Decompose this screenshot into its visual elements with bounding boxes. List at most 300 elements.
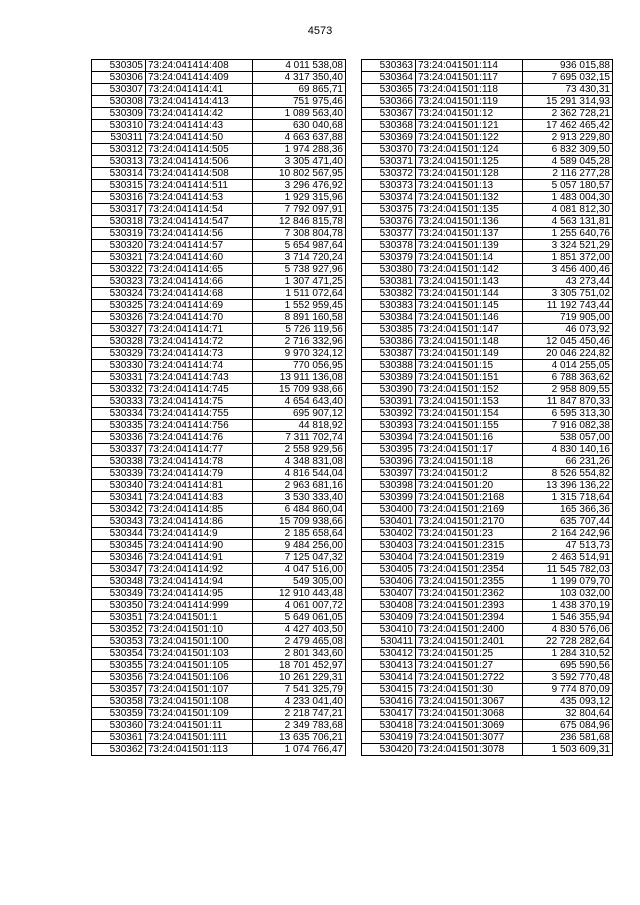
row-number-cell: 530323 xyxy=(92,276,146,288)
cadastral-value-cell: 8 891 160,58 xyxy=(253,312,346,324)
cadastral-value-cell: 13 635 706,21 xyxy=(253,732,346,744)
cadastral-number-cell: 73:24:041501:2319 xyxy=(416,552,523,564)
cadastral-value-cell: 1 089 563,40 xyxy=(253,108,346,120)
row-number-cell: 530324 xyxy=(92,288,146,300)
cadastral-value-cell: 5 649 061,05 xyxy=(253,612,346,624)
cadastral-value-cell: 18 701 452,97 xyxy=(253,660,346,672)
cadastral-value-cell: 43 273,44 xyxy=(523,276,613,288)
cadastral-value-cell: 1 511 072,64 xyxy=(253,288,346,300)
table-row xyxy=(362,204,613,216)
row-number-cell: 530393 xyxy=(362,420,416,432)
table-row xyxy=(362,468,613,480)
cadastral-value-cell: 9 970 324,12 xyxy=(253,348,346,360)
row-number-cell: 530395 xyxy=(362,444,416,456)
table-row xyxy=(362,456,613,468)
cadastral-number-cell: 73:24:041414:53 xyxy=(146,192,253,204)
cadastral-value-cell: 4 081 812,30 xyxy=(523,204,613,216)
cadastral-number-cell: 73:24:041501:137 xyxy=(416,228,523,240)
row-number-cell: 530318 xyxy=(92,216,146,228)
cadastral-value-cell: 73 430,31 xyxy=(523,84,613,96)
cadastral-number-cell: 73:24:041414:77 xyxy=(146,444,253,456)
cadastral-value-cell: 11 847 870,33 xyxy=(523,396,613,408)
cadastral-value-cell: 4 047 516,00 xyxy=(253,564,346,576)
cadastral-value-cell: 1 255 640,76 xyxy=(523,228,613,240)
cadastral-number-cell: 73:24:041414:511 xyxy=(146,180,253,192)
cadastral-value-cell: 4 061 007,72 xyxy=(253,600,346,612)
table-row xyxy=(362,408,613,420)
cadastral-value-cell: 7 916 082,38 xyxy=(523,420,613,432)
cadastral-value-cell: 47 513,73 xyxy=(523,540,613,552)
table-row xyxy=(362,252,613,264)
cadastral-value-cell: 3 714 720,24 xyxy=(253,252,346,264)
left-table-body xyxy=(92,60,346,756)
row-number-cell: 530361 xyxy=(92,732,146,744)
table-row xyxy=(362,660,613,672)
cadastral-number-cell: 73:24:041501:139 xyxy=(416,240,523,252)
cadastral-number-cell: 73:24:041414:50 xyxy=(146,132,253,144)
table-row xyxy=(92,276,346,288)
row-number-cell: 530359 xyxy=(92,708,146,720)
cadastral-number-cell: 73:24:041501:2354 xyxy=(416,564,523,576)
cadastral-number-cell: 73:24:041501:2393 xyxy=(416,600,523,612)
cadastral-value-cell: 17 462 465,42 xyxy=(523,120,613,132)
cadastral-value-cell: 1 284 310,52 xyxy=(523,648,613,660)
row-number-cell: 530322 xyxy=(92,264,146,276)
cadastral-value-cell: 4 348 831,08 xyxy=(253,456,346,468)
cadastral-value-cell: 675 084,96 xyxy=(523,720,613,732)
row-number-cell: 530371 xyxy=(362,156,416,168)
table-row xyxy=(362,276,613,288)
row-number-cell: 530407 xyxy=(362,588,416,600)
cadastral-number-cell: 73:24:041501:1 xyxy=(146,612,253,624)
row-number-cell: 530385 xyxy=(362,324,416,336)
table-row xyxy=(362,120,613,132)
table-row xyxy=(92,228,346,240)
row-number-cell: 530375 xyxy=(362,204,416,216)
table-row xyxy=(92,492,346,504)
table-row xyxy=(362,372,613,384)
left-register-table xyxy=(91,59,346,756)
cadastral-number-cell: 73:24:041501:30 xyxy=(416,684,523,696)
cadastral-number-cell: 73:24:041414:506 xyxy=(146,156,253,168)
cadastral-value-cell: 635 707,44 xyxy=(523,516,613,528)
row-number-cell: 530336 xyxy=(92,432,146,444)
table-row xyxy=(362,312,613,324)
cadastral-value-cell: 69 865,71 xyxy=(253,84,346,96)
row-number-cell: 530342 xyxy=(92,504,146,516)
cadastral-value-cell: 20 046 224,82 xyxy=(523,348,613,360)
cadastral-value-cell: 66 231,26 xyxy=(523,456,613,468)
table-row xyxy=(92,540,346,552)
table-row xyxy=(92,132,346,144)
cadastral-value-cell: 236 581,68 xyxy=(523,732,613,744)
cadastral-value-cell: 5 726 119,56 xyxy=(253,324,346,336)
table-row xyxy=(92,432,346,444)
cadastral-value-cell: 13 396 136,22 xyxy=(523,480,613,492)
row-number-cell: 530394 xyxy=(362,432,416,444)
table-row xyxy=(92,660,346,672)
cadastral-value-cell: 630 040,68 xyxy=(253,120,346,132)
cadastral-value-cell: 11 545 782,03 xyxy=(523,564,613,576)
cadastral-number-cell: 73:24:041501:149 xyxy=(416,348,523,360)
table-row xyxy=(362,288,613,300)
cadastral-number-cell: 73:24:041414:79 xyxy=(146,468,253,480)
cadastral-number-cell: 73:24:041501:109 xyxy=(146,708,253,720)
table-row xyxy=(362,576,613,588)
cadastral-value-cell: 1 851 372,00 xyxy=(523,252,613,264)
row-number-cell: 530367 xyxy=(362,108,416,120)
row-number-cell: 530332 xyxy=(92,384,146,396)
cadastral-value-cell: 1 483 004,30 xyxy=(523,192,613,204)
table-row xyxy=(362,180,613,192)
cadastral-number-cell: 73:24:041414:94 xyxy=(146,576,253,588)
cadastral-number-cell: 73:24:041501:107 xyxy=(146,684,253,696)
cadastral-number-cell: 73:24:041501:147 xyxy=(416,324,523,336)
row-number-cell: 530347 xyxy=(92,564,146,576)
cadastral-number-cell: 73:24:041501:105 xyxy=(146,660,253,672)
cadastral-number-cell: 73:24:041414:42 xyxy=(146,108,253,120)
cadastral-value-cell: 770 056,95 xyxy=(253,360,346,372)
cadastral-number-cell: 73:24:041501:27 xyxy=(416,660,523,672)
cadastral-number-cell: 73:24:041501:100 xyxy=(146,636,253,648)
row-number-cell: 530392 xyxy=(362,408,416,420)
row-number-cell: 530355 xyxy=(92,660,146,672)
cadastral-number-cell: 73:24:041501:113 xyxy=(146,744,253,756)
cadastral-value-cell: 1 199 079,70 xyxy=(523,576,613,588)
cadastral-number-cell: 73:24:041501:3078 xyxy=(416,744,523,756)
cadastral-number-cell: 73:24:041501:119 xyxy=(416,96,523,108)
row-number-cell: 530346 xyxy=(92,552,146,564)
row-number-cell: 530362 xyxy=(92,744,146,756)
row-number-cell: 530381 xyxy=(362,276,416,288)
cadastral-value-cell: 4 830 576,06 xyxy=(523,624,613,636)
cadastral-value-cell: 7 541 325,79 xyxy=(253,684,346,696)
table-row xyxy=(362,240,613,252)
table-row xyxy=(362,420,613,432)
row-number-cell: 530409 xyxy=(362,612,416,624)
table-row xyxy=(92,624,346,636)
table-row xyxy=(362,684,613,696)
table-row xyxy=(92,336,346,348)
table-row xyxy=(92,648,346,660)
table-row xyxy=(362,396,613,408)
row-number-cell: 530383 xyxy=(362,300,416,312)
cadastral-number-cell: 73:24:041501:155 xyxy=(416,420,523,432)
cadastral-number-cell: 73:24:041501:117 xyxy=(416,72,523,84)
cadastral-number-cell: 73:24:041501:2315 xyxy=(416,540,523,552)
cadastral-value-cell: 549 305,00 xyxy=(253,576,346,588)
row-number-cell: 530396 xyxy=(362,456,416,468)
table-row xyxy=(362,156,613,168)
row-number-cell: 530402 xyxy=(362,528,416,540)
cadastral-number-cell: 73:24:041501:17 xyxy=(416,444,523,456)
table-row xyxy=(92,588,346,600)
table-row xyxy=(362,528,613,540)
table-row xyxy=(362,480,613,492)
cadastral-number-cell: 73:24:041414:56 xyxy=(146,228,253,240)
table-row xyxy=(92,696,346,708)
cadastral-number-cell: 73:24:041501:144 xyxy=(416,288,523,300)
cadastral-number-cell: 73:24:041414:86 xyxy=(146,516,253,528)
cadastral-number-cell: 73:24:041501:143 xyxy=(416,276,523,288)
cadastral-value-cell: 6 832 309,50 xyxy=(523,144,613,156)
row-number-cell: 530313 xyxy=(92,156,146,168)
cadastral-number-cell: 73:24:041501:10 xyxy=(146,624,253,636)
cadastral-number-cell: 73:24:041414:756 xyxy=(146,420,253,432)
table-row xyxy=(92,672,346,684)
table-row xyxy=(92,576,346,588)
cadastral-number-cell: 73:24:041501:14 xyxy=(416,252,523,264)
table-row xyxy=(92,108,346,120)
cadastral-number-cell: 73:24:041501:2170 xyxy=(416,516,523,528)
cadastral-number-cell: 73:24:041414:70 xyxy=(146,312,253,324)
table-row xyxy=(362,432,613,444)
row-number-cell: 530382 xyxy=(362,288,416,300)
cadastral-number-cell: 73:24:041414:90 xyxy=(146,540,253,552)
table-row xyxy=(92,324,346,336)
table-row xyxy=(362,624,613,636)
cadastral-number-cell: 73:24:041414:60 xyxy=(146,252,253,264)
table-row xyxy=(92,348,346,360)
cadastral-value-cell: 751 975,46 xyxy=(253,96,346,108)
cadastral-number-cell: 73:24:041501:151 xyxy=(416,372,523,384)
cadastral-value-cell: 1 438 370,19 xyxy=(523,600,613,612)
table-row xyxy=(92,96,346,108)
table-row xyxy=(362,504,613,516)
cadastral-number-cell: 73:24:041414:999 xyxy=(146,600,253,612)
row-number-cell: 530306 xyxy=(92,72,146,84)
row-number-cell: 530311 xyxy=(92,132,146,144)
row-number-cell: 530328 xyxy=(92,336,146,348)
cadastral-number-cell: 73:24:041414:755 xyxy=(146,408,253,420)
cadastral-number-cell: 73:24:041414:69 xyxy=(146,300,253,312)
row-number-cell: 530419 xyxy=(362,732,416,744)
right-table-body xyxy=(362,60,613,756)
table-row xyxy=(362,132,613,144)
cadastral-value-cell: 3 530 333,40 xyxy=(253,492,346,504)
cadastral-number-cell: 73:24:041501:2401 xyxy=(416,636,523,648)
row-number-cell: 530307 xyxy=(92,84,146,96)
table-row xyxy=(362,360,613,372)
cadastral-value-cell: 46 073,92 xyxy=(523,324,613,336)
table-row xyxy=(362,324,613,336)
table-row xyxy=(92,744,346,756)
table-row xyxy=(362,228,613,240)
row-number-cell: 530372 xyxy=(362,168,416,180)
cadastral-number-cell: 73:24:041501:25 xyxy=(416,648,523,660)
row-number-cell: 530351 xyxy=(92,612,146,624)
cadastral-number-cell: 73:24:041501:3068 xyxy=(416,708,523,720)
cadastral-number-cell: 73:24:041501:15 xyxy=(416,360,523,372)
row-number-cell: 530308 xyxy=(92,96,146,108)
cadastral-number-cell: 73:24:041501:135 xyxy=(416,204,523,216)
table-row xyxy=(92,120,346,132)
table-row xyxy=(92,516,346,528)
table-row xyxy=(362,708,613,720)
cadastral-value-cell: 3 305 751,02 xyxy=(523,288,613,300)
cadastral-number-cell: 73:24:041414:54 xyxy=(146,204,253,216)
cadastral-number-cell: 73:24:041501:3077 xyxy=(416,732,523,744)
cadastral-value-cell: 2 716 332,96 xyxy=(253,336,346,348)
row-number-cell: 530321 xyxy=(92,252,146,264)
row-number-cell: 530352 xyxy=(92,624,146,636)
table-row xyxy=(92,204,346,216)
table-row xyxy=(362,672,613,684)
row-number-cell: 530331 xyxy=(92,372,146,384)
cadastral-value-cell: 10 261 229,31 xyxy=(253,672,346,684)
row-number-cell: 530340 xyxy=(92,480,146,492)
cadastral-value-cell: 2 463 514,91 xyxy=(523,552,613,564)
cadastral-number-cell: 73:24:041414:81 xyxy=(146,480,253,492)
cadastral-number-cell: 73:24:041501:11 xyxy=(146,720,253,732)
cadastral-value-cell: 719 905,00 xyxy=(523,312,613,324)
cadastral-number-cell: 73:24:041414:66 xyxy=(146,276,253,288)
cadastral-value-cell: 2 801 343,60 xyxy=(253,648,346,660)
row-number-cell: 530329 xyxy=(92,348,146,360)
cadastral-number-cell: 73:24:041414:508 xyxy=(146,168,253,180)
row-number-cell: 530325 xyxy=(92,300,146,312)
cadastral-number-cell: 73:24:041501:122 xyxy=(416,132,523,144)
cadastral-value-cell: 1 315 718,64 xyxy=(523,492,613,504)
cadastral-value-cell: 2 362 728,21 xyxy=(523,108,613,120)
cadastral-value-cell: 12 045 450,46 xyxy=(523,336,613,348)
table-row xyxy=(92,156,346,168)
table-row xyxy=(92,528,346,540)
cadastral-number-cell: 73:24:041501:12 xyxy=(416,108,523,120)
table-row xyxy=(92,564,346,576)
cadastral-value-cell: 6 484 860,04 xyxy=(253,504,346,516)
row-number-cell: 530320 xyxy=(92,240,146,252)
row-number-cell: 530390 xyxy=(362,384,416,396)
table-row xyxy=(362,540,613,552)
cadastral-number-cell: 73:24:041501:2400 xyxy=(416,624,523,636)
cadastral-value-cell: 9 774 870,09 xyxy=(523,684,613,696)
cadastral-number-cell: 73:24:041414:41 xyxy=(146,84,253,96)
row-number-cell: 530373 xyxy=(362,180,416,192)
cadastral-value-cell: 695 907,12 xyxy=(253,408,346,420)
row-number-cell: 530377 xyxy=(362,228,416,240)
table-row xyxy=(92,456,346,468)
row-number-cell: 530391 xyxy=(362,396,416,408)
table-row xyxy=(362,216,613,228)
cadastral-number-cell: 73:24:041414:68 xyxy=(146,288,253,300)
cadastral-value-cell: 2 164 242,96 xyxy=(523,528,613,540)
cadastral-number-cell: 73:24:041414:95 xyxy=(146,588,253,600)
table-row xyxy=(92,288,346,300)
cadastral-number-cell: 73:24:041501:114 xyxy=(416,60,523,72)
cadastral-number-cell: 73:24:041501:128 xyxy=(416,168,523,180)
row-number-cell: 530389 xyxy=(362,372,416,384)
row-number-cell: 530364 xyxy=(362,72,416,84)
cadastral-value-cell: 7 792 097,91 xyxy=(253,204,346,216)
row-number-cell: 530348 xyxy=(92,576,146,588)
table-row xyxy=(92,480,346,492)
row-number-cell: 530403 xyxy=(362,540,416,552)
row-number-cell: 530368 xyxy=(362,120,416,132)
row-number-cell: 530405 xyxy=(362,564,416,576)
cadastral-number-cell: 73:24:041414:57 xyxy=(146,240,253,252)
cadastral-value-cell: 15 291 314,93 xyxy=(523,96,613,108)
cadastral-value-cell: 2 963 681,16 xyxy=(253,480,346,492)
table-row xyxy=(92,84,346,96)
table-row xyxy=(362,492,613,504)
cadastral-number-cell: 73:24:041501:2355 xyxy=(416,576,523,588)
cadastral-number-cell: 73:24:041501:103 xyxy=(146,648,253,660)
row-number-cell: 530344 xyxy=(92,528,146,540)
cadastral-number-cell: 73:24:041414:547 xyxy=(146,216,253,228)
row-number-cell: 530326 xyxy=(92,312,146,324)
cadastral-number-cell: 73:24:041501:18 xyxy=(416,456,523,468)
row-number-cell: 530305 xyxy=(92,60,146,72)
cadastral-value-cell: 2 185 658,64 xyxy=(253,528,346,540)
cadastral-value-cell: 13 911 136,08 xyxy=(253,372,346,384)
table-row xyxy=(362,60,613,72)
table-row xyxy=(92,636,346,648)
table-row xyxy=(92,444,346,456)
cadastral-value-cell: 1 074 766,47 xyxy=(253,744,346,756)
row-number-cell: 530412 xyxy=(362,648,416,660)
table-row xyxy=(362,648,613,660)
cadastral-number-cell: 73:24:041414:92 xyxy=(146,564,253,576)
cadastral-value-cell: 4 427 403,50 xyxy=(253,624,346,636)
cadastral-number-cell: 73:24:041501:108 xyxy=(146,696,253,708)
row-number-cell: 530309 xyxy=(92,108,146,120)
table-row xyxy=(92,612,346,624)
cadastral-value-cell: 1 503 609,31 xyxy=(523,744,613,756)
table-row xyxy=(92,180,346,192)
cadastral-number-cell: 73:24:041501:2169 xyxy=(416,504,523,516)
row-number-cell: 530334 xyxy=(92,408,146,420)
cadastral-value-cell: 3 592 770,48 xyxy=(523,672,613,684)
row-number-cell: 530366 xyxy=(362,96,416,108)
row-number-cell: 530414 xyxy=(362,672,416,684)
row-number-cell: 530365 xyxy=(362,84,416,96)
cadastral-value-cell: 4 014 255,05 xyxy=(523,360,613,372)
row-number-cell: 530380 xyxy=(362,264,416,276)
table-row xyxy=(92,552,346,564)
row-number-cell: 530349 xyxy=(92,588,146,600)
table-row xyxy=(362,588,613,600)
row-number-cell: 530417 xyxy=(362,708,416,720)
cadastral-value-cell: 6 788 363,62 xyxy=(523,372,613,384)
cadastral-number-cell: 73:24:041501:2362 xyxy=(416,588,523,600)
table-row xyxy=(362,516,613,528)
cadastral-value-cell: 3 296 476,92 xyxy=(253,180,346,192)
cadastral-value-cell: 4 233 041,40 xyxy=(253,696,346,708)
table-row xyxy=(92,240,346,252)
row-number-cell: 530399 xyxy=(362,492,416,504)
row-number-cell: 530386 xyxy=(362,336,416,348)
table-row xyxy=(92,504,346,516)
row-number-cell: 530410 xyxy=(362,624,416,636)
cadastral-number-cell: 73:24:041414:743 xyxy=(146,372,253,384)
table-row xyxy=(92,384,346,396)
cadastral-value-cell: 12 846 815,78 xyxy=(253,216,346,228)
row-number-cell: 530330 xyxy=(92,360,146,372)
cadastral-value-cell: 2 349 783,68 xyxy=(253,720,346,732)
row-number-cell: 530316 xyxy=(92,192,146,204)
cadastral-value-cell: 1 307 471,25 xyxy=(253,276,346,288)
cadastral-number-cell: 73:24:041414:745 xyxy=(146,384,253,396)
table-row xyxy=(92,312,346,324)
row-number-cell: 530333 xyxy=(92,396,146,408)
table-row xyxy=(362,168,613,180)
cadastral-value-cell: 3 305 471,40 xyxy=(253,156,346,168)
table-row xyxy=(92,600,346,612)
table-row xyxy=(362,192,613,204)
cadastral-number-cell: 73:24:041501:2394 xyxy=(416,612,523,624)
cadastral-value-cell: 22 728 282,64 xyxy=(523,636,613,648)
